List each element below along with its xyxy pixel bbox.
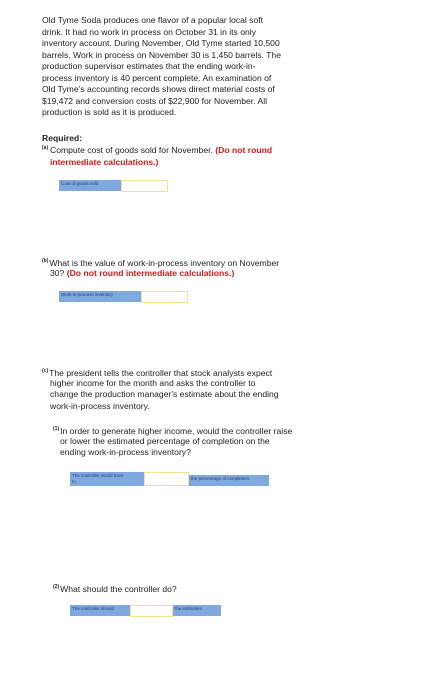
part-a-text-line1 <box>50 145 272 156</box>
raise-or-lower-select[interactable] <box>144 472 189 486</box>
problem-line: production is sold as it is produced. <box>42 107 177 117</box>
controller-would-have-label-text: The controller would have <box>72 473 124 478</box>
problem-line: inventory account. During November, Old Tyme started 10,500 <box>42 38 280 48</box>
problem-line: process inventory is 40 percent complete. An examination of <box>42 72 272 83</box>
cost-of-goods-sold-label: Cost of goods sold <box>59 180 121 191</box>
part-a-marker: (a) <box>42 145 49 151</box>
part-c1-marker: (1) <box>53 426 60 432</box>
part-c-text: The president tells the controller that stock analysts expect <box>49 367 273 378</box>
part-c1-line: or lower the estimated percentage of completion on the <box>60 435 270 446</box>
controller-should-label: The controller should <box>70 605 130 616</box>
problem-line: drink. It had no work in process on October 31 in its only <box>42 26 256 37</box>
controller-would-have-label <box>70 472 144 486</box>
part-a-note: (Do not round <box>215 145 273 155</box>
part-b-note: (Do not round intermediate calculations.) <box>66 267 235 278</box>
part-c-line: work-in-process inventory. <box>50 400 150 411</box>
controller-would-have-label-to: to <box>72 479 76 484</box>
the-estimates-label: the estimates. <box>173 605 221 616</box>
part-c2-marker: (2) <box>53 584 60 590</box>
part-c2-line <box>53 582 177 595</box>
part-c-line: higher income for the month and asks the controller to <box>50 377 256 388</box>
problem-line: barrels. Work in process on November 30 is 1,450 barrels. The <box>42 49 281 60</box>
part-c-line: change the production manager's estimate about the ending <box>50 389 279 399</box>
part-a-note-line2: intermediate calculations.) <box>50 156 159 167</box>
part-b-question-end: 30? <box>50 267 65 278</box>
cost-of-goods-sold-input[interactable] <box>121 180 168 192</box>
work-in-process-inventory-input[interactable] <box>141 291 188 303</box>
part-c1-question: In order to generate higher income, would the controller raise <box>60 425 293 436</box>
problem-line: production supervisor estimates that the ending work-in- <box>42 61 256 71</box>
part-c2-question: What should the controller do? <box>60 583 177 594</box>
controller-action-select[interactable] <box>130 605 173 617</box>
work-in-process-inventory-label: Work-in-process inventory <box>59 291 141 302</box>
part-b-line2 <box>50 268 234 279</box>
required-heading: Required: <box>42 133 83 143</box>
percentage-of-completion-label: the percentage of completion. <box>189 475 269 486</box>
part-b-question: What is the value of work-in-process inventory on November <box>49 257 280 268</box>
part-c-marker: (c) <box>42 368 49 374</box>
problem-line: Old Tyme Soda produces one flavor of a popular local soft <box>42 15 264 25</box>
part-a-question: Compute cost of goods sold for November. <box>50 145 213 155</box>
problem-line: Old Tyme’s accounting records shows direct material costs of <box>42 84 275 94</box>
problem-line: $19,472 and conversion costs of $22,900 for November. All <box>42 95 268 106</box>
part-b-marker: (b) <box>42 258 49 264</box>
part-c1-line: ending work-in-process inventory? <box>60 447 191 457</box>
